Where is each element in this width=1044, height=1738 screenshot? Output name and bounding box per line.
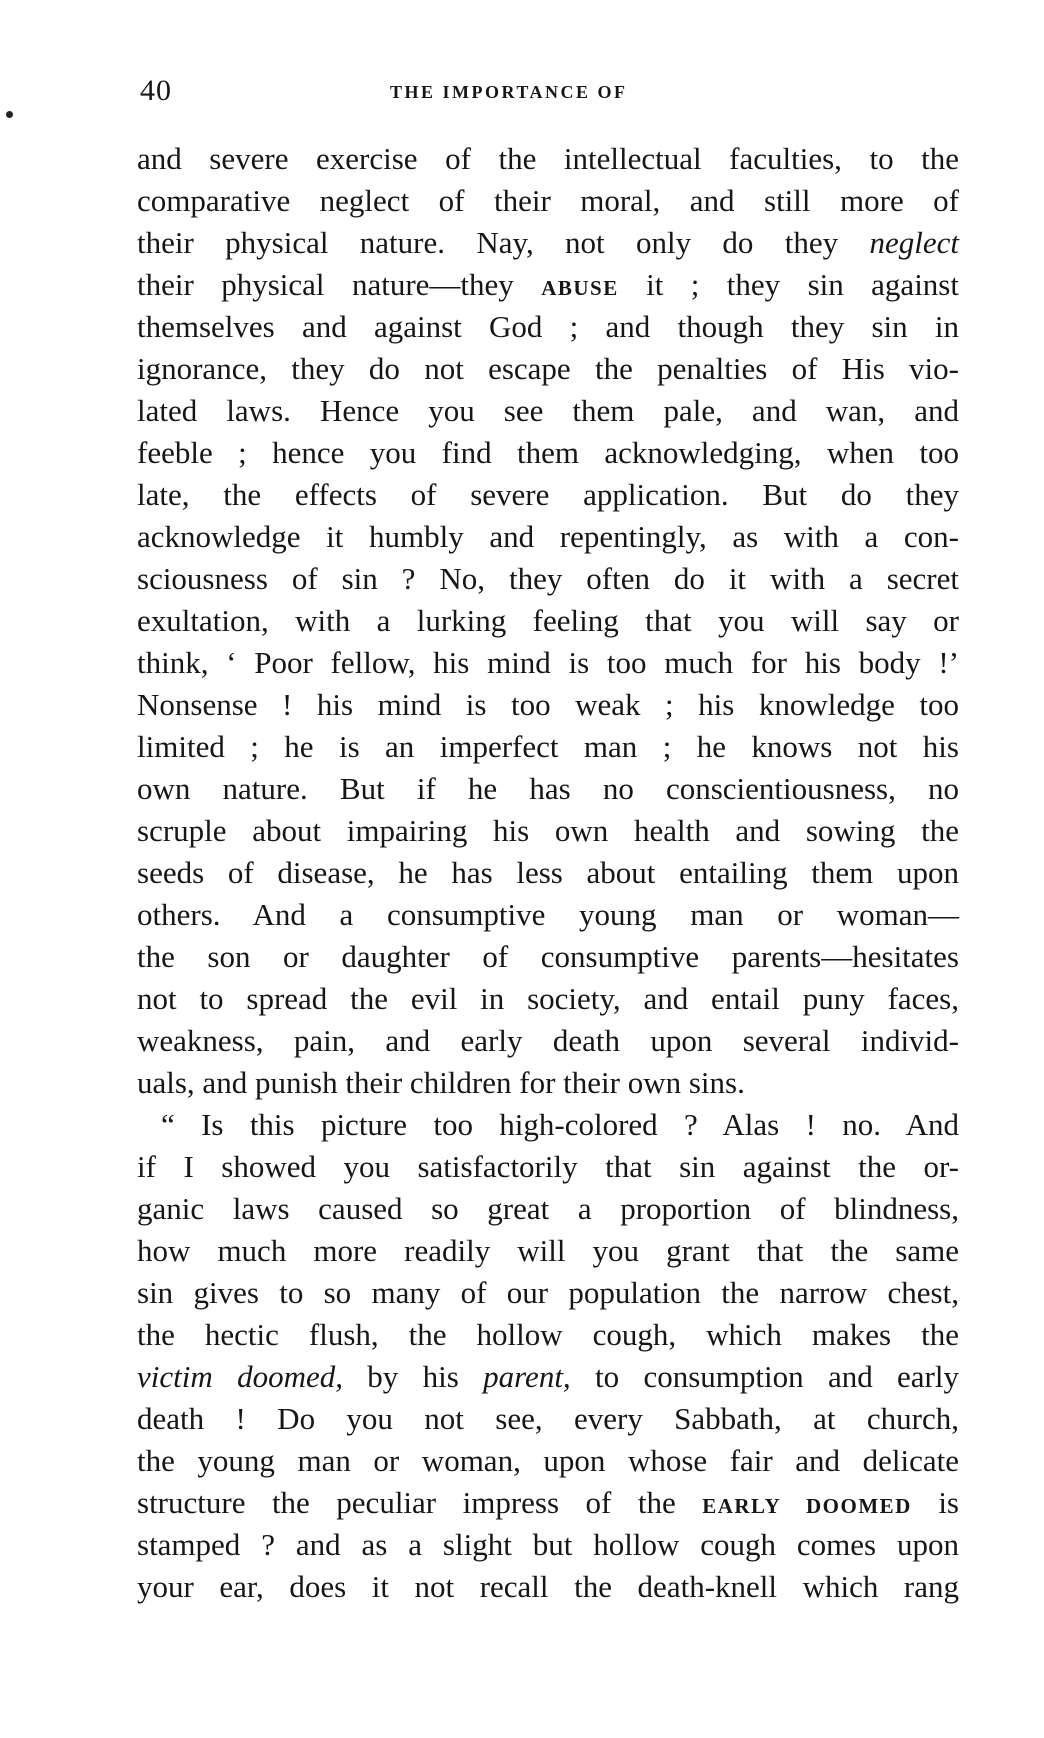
running-head: THE IMPORTANCE OF (390, 82, 628, 102)
text-line: think, ‘ Poor fellow, his mind is too much for his body !’ (137, 645, 959, 680)
text-line: and severe exercise of the intellectual faculties, to the (137, 141, 959, 176)
text-line: the young man or woman, upon whose fair and delicate (137, 1443, 959, 1478)
small-caps-text: ABUSE (541, 276, 619, 300)
text-line (137, 1356, 959, 1398)
text-line: how much more readily will you grant that the same (137, 1233, 959, 1268)
text-line: ganic laws caused so great a proportion of blindness, (137, 1191, 959, 1226)
text-run: to consumption and early (570, 1359, 959, 1394)
text-line: seeds of disease, he has less about entailing them upon (137, 855, 959, 890)
body-text (137, 138, 959, 1608)
text-line: themselves and against God ; and though they sin in (137, 309, 959, 344)
small-caps-text: EARLY DOOMED (702, 1494, 912, 1518)
italic-text: neglect (869, 225, 959, 260)
text-line: own nature. But if he has no conscientiousness, no (137, 771, 959, 806)
text-run: is (911, 1485, 959, 1520)
italic-text: parent, (483, 1359, 571, 1394)
text-line (137, 264, 959, 306)
text-run: structure the peculiar impress of the (137, 1485, 703, 1520)
text-line: your ear, does it not recall the death-knell which rang (137, 1569, 959, 1604)
text-line (137, 1482, 959, 1524)
text-line: acknowledge it humbly and repentingly, as with a con- (137, 519, 959, 554)
text-line (137, 222, 959, 264)
text-line: the hectic flush, the hollow cough, which makes the (137, 1317, 959, 1352)
text-line: late, the effects of severe application. But do they (137, 477, 959, 512)
text-run: their physical nature—they (137, 267, 542, 302)
text-line: not to spread the evil in society, and entail puny faces, (137, 981, 959, 1016)
text-line: exultation, with a lurking feeling that you will say or (137, 603, 959, 638)
text-line: sciousness of sin ? No, they often do it with a secret (137, 561, 959, 596)
text-line: if I showed you satisfactorily that sin against the or- (137, 1149, 959, 1184)
text-line: sin gives to so many of our population the narrow chest, (137, 1275, 959, 1310)
text-line: weakness, pain, and early death upon several individ- (137, 1023, 959, 1058)
text-run: it ; they sin against (618, 267, 959, 302)
text-line: death ! Do you not see, every Sabbath, at church, (137, 1401, 959, 1436)
text-line: others. And a consumptive young man or woman— (137, 897, 959, 932)
text-run: their physical nature. Nay, not only do they (137, 225, 870, 260)
text-line: stamped ? and as a slight but hollow cough comes upon (137, 1527, 959, 1562)
text-line: ignorance, they do not escape the penalties of His vio- (137, 351, 959, 386)
text-line: scruple about impairing his own health and sowing the (137, 813, 959, 848)
text-line: limited ; he is an imperfect man ; he knows not his (137, 729, 959, 764)
text-line-paragraph-start: “ Is this picture too high-colored ? Alas ! no. And (161, 1107, 959, 1142)
page-number: 40 (140, 74, 172, 107)
text-line: Nonsense ! his mind is too weak ; his knowledge too (137, 687, 959, 722)
text-line: comparative neglect of their moral, and still more of (137, 183, 959, 218)
text-line: the son or daughter of consumptive parents—hesitates (137, 939, 959, 974)
text-line-paragraph-end: uals, and punish their children for their own sins. (137, 1065, 745, 1100)
text-line: feeble ; hence you find them acknowledging, when too (137, 435, 959, 470)
text-line: lated laws. Hence you see them pale, and wan, and (137, 393, 959, 428)
text-run: by his (342, 1359, 484, 1394)
margin-mark (6, 111, 13, 118)
italic-text: victim doomed, (137, 1359, 343, 1394)
